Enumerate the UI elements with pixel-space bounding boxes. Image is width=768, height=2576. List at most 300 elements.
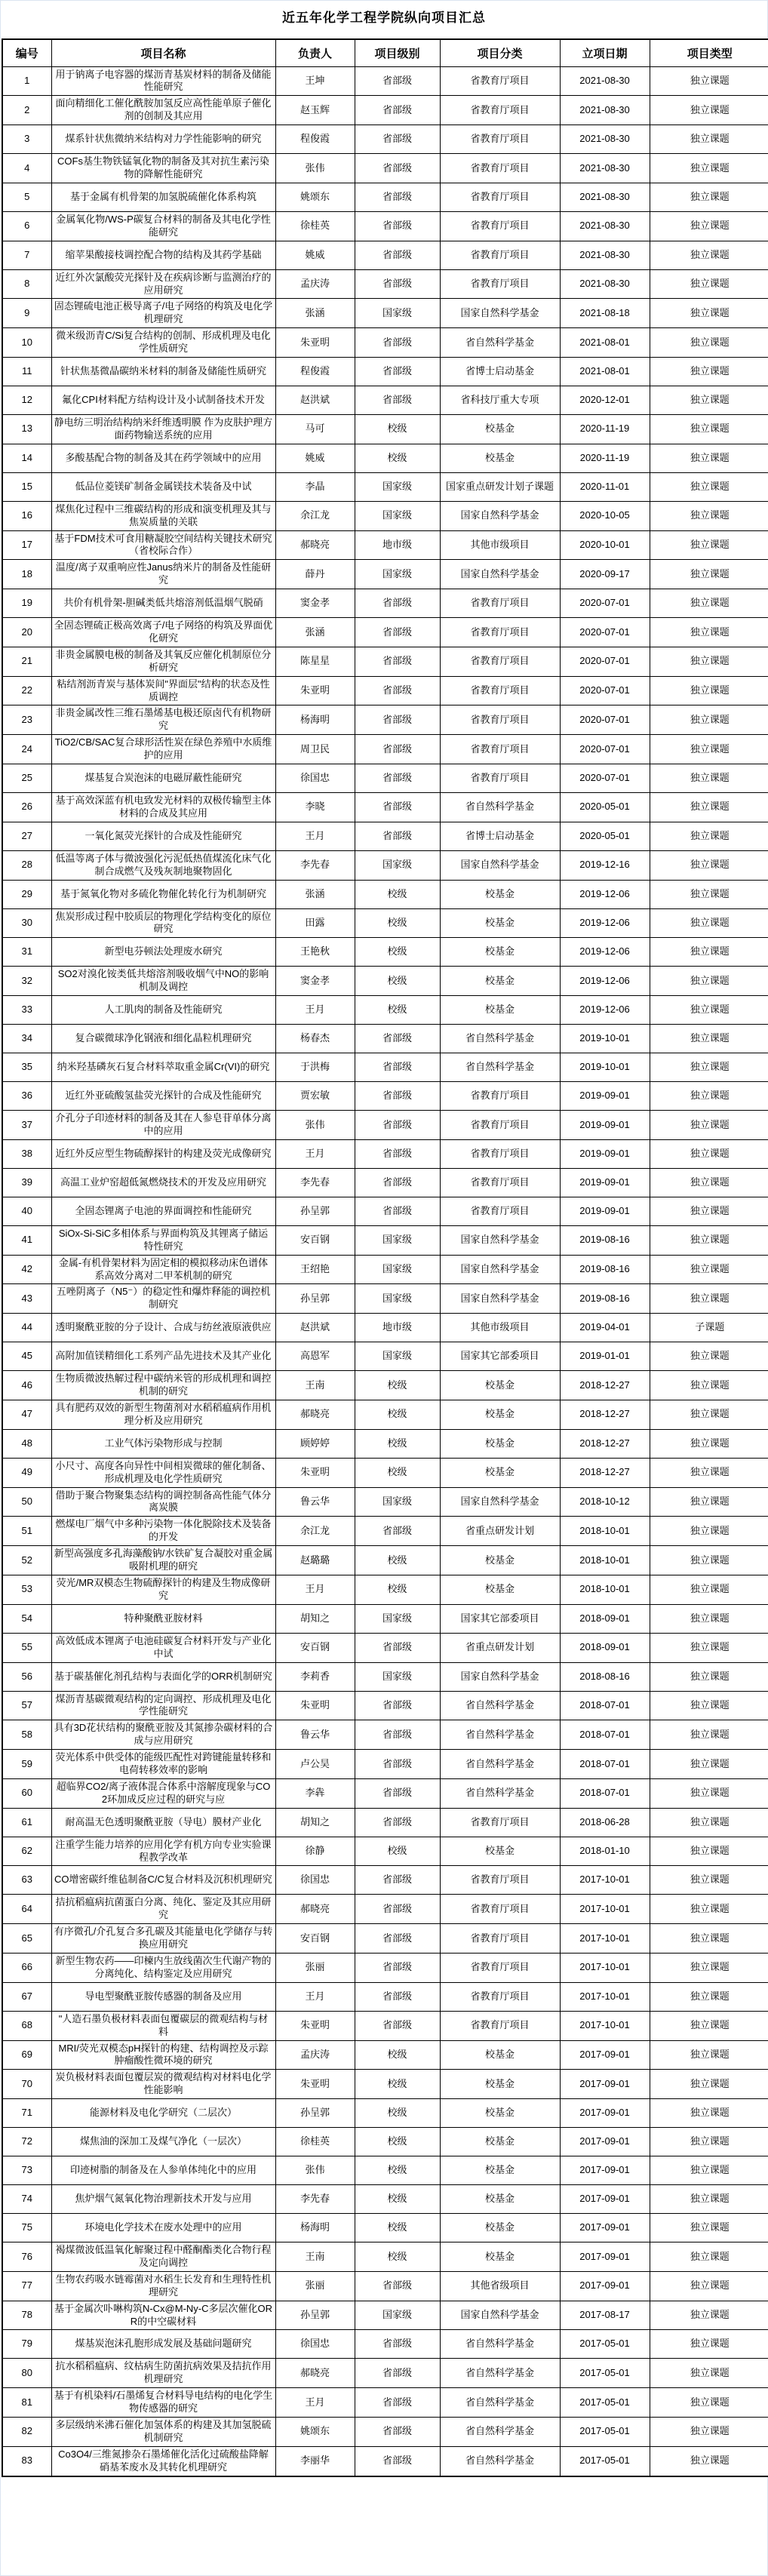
cell-project-name[interactable]: 高附加值镁精细化工系列产品先进技术及其产业化: [51, 1342, 275, 1371]
cell-category[interactable]: 国家自然科学基金: [440, 2301, 560, 2330]
cell-project-name[interactable]: 近红外亚硫酸氢盐荧光探针的合成及性能研究: [51, 1082, 275, 1111]
cell-project-name[interactable]: "人造石墨负极材料表面包覆碳层的微观结构与材料: [51, 2011, 275, 2040]
cell-category[interactable]: 国家其它部委项目: [440, 1604, 560, 1633]
cell-project-name[interactable]: 印迹树脂的制备及在人参单体纯化中的应用: [51, 2156, 275, 2185]
cell-project-name[interactable]: 工业气体污染物形成与控制: [51, 1429, 275, 1458]
cell-id[interactable]: 78: [2, 2301, 51, 2330]
cell-leader[interactable]: 顾婷婷: [275, 1429, 355, 1458]
cell-start-date[interactable]: 2018-07-01: [560, 1691, 650, 1720]
cell-level[interactable]: 省部级: [355, 589, 440, 618]
cell-id[interactable]: 12: [2, 386, 51, 414]
cell-start-date[interactable]: 2017-09-01: [560, 2214, 650, 2242]
cell-type[interactable]: 独立课题: [650, 1400, 768, 1430]
cell-id[interactable]: 67: [2, 1982, 51, 2011]
cell-id[interactable]: 63: [2, 1866, 51, 1895]
cell-category[interactable]: 省教育厅项目: [440, 1168, 560, 1197]
cell-category[interactable]: 省教育厅项目: [440, 618, 560, 647]
cell-project-name[interactable]: 多酸基配合物的制备及其在药学领域中的应用: [51, 444, 275, 472]
cell-category[interactable]: 其他市级项目: [440, 530, 560, 560]
cell-id[interactable]: 52: [2, 1546, 51, 1575]
cell-start-date[interactable]: 2019-12-16: [560, 850, 650, 880]
cell-start-date[interactable]: 2021-08-01: [560, 328, 650, 358]
cell-start-date[interactable]: 2018-07-01: [560, 1750, 650, 1779]
cell-category[interactable]: 省自然科学基金: [440, 2418, 560, 2447]
cell-level[interactable]: 国家级: [355, 501, 440, 530]
cell-type[interactable]: 独立课题: [650, 1371, 768, 1400]
cell-level[interactable]: 省部级: [355, 735, 440, 764]
cell-start-date[interactable]: 2021-08-30: [560, 66, 650, 96]
cell-project-name[interactable]: 共价有机骨架-胆碱类低共熔溶剂低温烟气脱硝: [51, 589, 275, 618]
cell-start-date[interactable]: 2018-07-01: [560, 1778, 650, 1808]
cell-project-name[interactable]: 缩苹果酸接枝调控配合物的结构及其药学基础: [51, 241, 275, 269]
cell-id[interactable]: 30: [2, 908, 51, 938]
cell-start-date[interactable]: 2017-09-01: [560, 2185, 650, 2214]
cell-type[interactable]: 独立课题: [650, 1953, 768, 1982]
col-header-category[interactable]: 项目分类: [440, 39, 560, 66]
cell-level[interactable]: 省部级: [355, 705, 440, 735]
cell-id[interactable]: 14: [2, 444, 51, 472]
cell-leader[interactable]: 张涵: [275, 618, 355, 647]
cell-category[interactable]: 省教育厅项目: [440, 66, 560, 96]
cell-level[interactable]: 省部级: [355, 1924, 440, 1954]
cell-level[interactable]: 校级: [355, 996, 440, 1025]
cell-id[interactable]: 29: [2, 880, 51, 908]
cell-start-date[interactable]: 2018-10-01: [560, 1517, 650, 1546]
col-header-start-date[interactable]: 立项日期: [560, 39, 650, 66]
cell-project-name[interactable]: 全固态锂硫正极高效离子/电子网络的构筑及界面优化研究: [51, 618, 275, 647]
cell-category[interactable]: 省教育厅项目: [440, 764, 560, 793]
cell-leader[interactable]: 徐桂英: [275, 2128, 355, 2156]
cell-category[interactable]: 校基金: [440, 2242, 560, 2272]
cell-start-date[interactable]: 2017-05-01: [560, 2446, 650, 2476]
cell-start-date[interactable]: 2018-08-16: [560, 1662, 650, 1691]
cell-level[interactable]: 省部级: [355, 66, 440, 96]
cell-level[interactable]: 校级: [355, 2070, 440, 2099]
cell-leader[interactable]: 孟庆涛: [275, 269, 355, 299]
cell-level[interactable]: 省部级: [355, 1778, 440, 1808]
cell-id[interactable]: 44: [2, 1314, 51, 1342]
cell-category[interactable]: 省博士启动基金: [440, 822, 560, 850]
col-header-id[interactable]: 编号: [2, 39, 51, 66]
cell-leader[interactable]: 李莉香: [275, 1662, 355, 1691]
cell-type[interactable]: 独立课题: [650, 822, 768, 850]
cell-start-date[interactable]: 2020-12-01: [560, 386, 650, 414]
cell-level[interactable]: 省部级: [355, 183, 440, 211]
cell-start-date[interactable]: 2019-12-06: [560, 908, 650, 938]
cell-project-name[interactable]: 用于钠离子电容器的煤沥青基炭材料的制备及储能性能研究: [51, 66, 275, 96]
cell-level[interactable]: 校级: [355, 2099, 440, 2128]
cell-type[interactable]: 独立课题: [650, 154, 768, 183]
cell-category[interactable]: 校基金: [440, 2040, 560, 2070]
cell-type[interactable]: 独立课题: [650, 1517, 768, 1546]
cell-start-date[interactable]: 2017-09-01: [560, 2040, 650, 2070]
cell-level[interactable]: 省部级: [355, 2418, 440, 2447]
cell-leader[interactable]: 余江龙: [275, 501, 355, 530]
cell-leader[interactable]: 孙呈郭: [275, 1197, 355, 1225]
cell-start-date[interactable]: 2018-10-12: [560, 1487, 650, 1517]
cell-type[interactable]: 独立课题: [650, 1458, 768, 1487]
cell-level[interactable]: 省部级: [355, 211, 440, 241]
cell-id[interactable]: 61: [2, 1808, 51, 1837]
cell-project-name[interactable]: SiOx-Si-SiC多相体系与界面构筑及其锂离子储运特性研究: [51, 1225, 275, 1255]
cell-level[interactable]: 省部级: [355, 2388, 440, 2418]
cell-level[interactable]: 校级: [355, 880, 440, 908]
cell-project-name[interactable]: 复合碳微球净化钢液和细化晶粒机理研究: [51, 1025, 275, 1053]
cell-type[interactable]: 独立课题: [650, 1837, 768, 1866]
cell-leader[interactable]: 郝晓亮: [275, 530, 355, 560]
cell-level[interactable]: 校级: [355, 2185, 440, 2214]
cell-type[interactable]: 独立课题: [650, 2418, 768, 2447]
cell-start-date[interactable]: 2020-07-01: [560, 705, 650, 735]
cell-id[interactable]: 17: [2, 530, 51, 560]
cell-category[interactable]: 省自然科学基金: [440, 1750, 560, 1779]
cell-start-date[interactable]: 2020-10-01: [560, 530, 650, 560]
cell-level[interactable]: 省部级: [355, 793, 440, 822]
cell-level[interactable]: 校级: [355, 1371, 440, 1400]
cell-project-name[interactable]: 一氧化氮荧光探针的合成及性能研究: [51, 822, 275, 850]
cell-start-date[interactable]: 2017-10-01: [560, 1895, 650, 1924]
cell-type[interactable]: 独立课题: [650, 1866, 768, 1895]
cell-type[interactable]: 独立课题: [650, 1808, 768, 1837]
cell-project-name[interactable]: 新型生物农药——印楝内生放线菌次生代谢产物的分离纯化、结构鉴定及应用研究: [51, 1953, 275, 1982]
cell-project-name[interactable]: 导电型聚酰亚胺传感器的制备及应用: [51, 1982, 275, 2011]
cell-leader[interactable]: 马可: [275, 414, 355, 444]
cell-category[interactable]: 校基金: [440, 2156, 560, 2185]
cell-project-name[interactable]: 燃煤电厂烟气中多种污染物一体化脱除技术及装备的开发: [51, 1517, 275, 1546]
cell-level[interactable]: 国家级: [355, 1284, 440, 1314]
cell-id[interactable]: 9: [2, 299, 51, 328]
cell-leader[interactable]: 于洪梅: [275, 1053, 355, 1082]
cell-category[interactable]: 校基金: [440, 1575, 560, 1604]
cell-level[interactable]: 省部级: [355, 2359, 440, 2388]
cell-id[interactable]: 80: [2, 2359, 51, 2388]
cell-start-date[interactable]: 2021-08-30: [560, 154, 650, 183]
cell-type[interactable]: 独立课题: [650, 1342, 768, 1371]
cell-category[interactable]: 国家自然科学基金: [440, 1255, 560, 1284]
cell-project-name[interactable]: 基于FDM技术可食用糖凝胶空间结构关键技术研究（省校际合作）: [51, 530, 275, 560]
cell-level[interactable]: 省部级: [355, 1750, 440, 1779]
cell-level[interactable]: 省部级: [355, 1139, 440, 1168]
cell-category[interactable]: 省自然科学基金: [440, 793, 560, 822]
cell-type[interactable]: 独立课题: [650, 1662, 768, 1691]
cell-level[interactable]: 省部级: [355, 1025, 440, 1053]
cell-project-name[interactable]: 针状焦基微晶碳纳米材料的制备及储能性质研究: [51, 357, 275, 386]
cell-type[interactable]: 独立课题: [650, 472, 768, 501]
cell-category[interactable]: 省教育厅项目: [440, 735, 560, 764]
cell-level[interactable]: 省部级: [355, 822, 440, 850]
cell-project-name[interactable]: 小尺寸、高度各向异性中间相炭微球的催化制备、形成机理及电化学性质研究: [51, 1458, 275, 1487]
cell-id[interactable]: 79: [2, 2330, 51, 2359]
cell-leader[interactable]: 胡知之: [275, 1808, 355, 1837]
cell-project-name[interactable]: 煤焦油的深加工及煤气净化（一层次）: [51, 2128, 275, 2156]
cell-leader[interactable]: 朱亚明: [275, 2011, 355, 2040]
cell-leader[interactable]: 张丽: [275, 1953, 355, 1982]
cell-category[interactable]: 国家自然科学基金: [440, 560, 560, 589]
cell-type[interactable]: 独立课题: [650, 1111, 768, 1140]
cell-start-date[interactable]: 2018-12-27: [560, 1371, 650, 1400]
cell-category[interactable]: 国家其它部委项目: [440, 1342, 560, 1371]
cell-id[interactable]: 74: [2, 2185, 51, 2214]
cell-id[interactable]: 71: [2, 2099, 51, 2128]
cell-project-name[interactable]: 非贵金属膜电极的制备及其氧反应催化机制原位分析研究: [51, 647, 275, 676]
cell-level[interactable]: 校级: [355, 1400, 440, 1430]
cell-id[interactable]: 77: [2, 2271, 51, 2301]
cell-category[interactable]: 校基金: [440, 967, 560, 996]
cell-leader[interactable]: 王月: [275, 822, 355, 850]
cell-project-name[interactable]: 基于金属有机骨架的加氢脱硫催化体系构筑: [51, 183, 275, 211]
cell-category[interactable]: 校基金: [440, 2099, 560, 2128]
cell-category[interactable]: 省自然科学基金: [440, 1720, 560, 1750]
cell-start-date[interactable]: 2021-08-18: [560, 299, 650, 328]
cell-type[interactable]: 独立课题: [650, 96, 768, 125]
cell-id[interactable]: 58: [2, 1720, 51, 1750]
cell-category[interactable]: 国家自然科学基金: [440, 299, 560, 328]
cell-category[interactable]: 省自然科学基金: [440, 1778, 560, 1808]
cell-type[interactable]: 独立课题: [650, 1255, 768, 1284]
cell-category[interactable]: 校基金: [440, 1546, 560, 1575]
cell-id[interactable]: 46: [2, 1371, 51, 1400]
cell-id[interactable]: 53: [2, 1575, 51, 1604]
cell-start-date[interactable]: 2018-09-01: [560, 1633, 650, 1662]
cell-start-date[interactable]: 2021-08-30: [560, 96, 650, 125]
cell-category[interactable]: 校基金: [440, 1400, 560, 1430]
cell-id[interactable]: 66: [2, 1953, 51, 1982]
cell-id[interactable]: 36: [2, 1082, 51, 1111]
cell-leader[interactable]: 朱亚明: [275, 676, 355, 705]
cell-level[interactable]: 省部级: [355, 357, 440, 386]
cell-level[interactable]: 省部级: [355, 1633, 440, 1662]
cell-leader[interactable]: 贾宏敏: [275, 1082, 355, 1111]
cell-start-date[interactable]: 2017-09-01: [560, 2271, 650, 2301]
cell-category[interactable]: 省教育厅项目: [440, 1866, 560, 1895]
cell-start-date[interactable]: 2018-12-27: [560, 1400, 650, 1430]
cell-category[interactable]: 省自然科学基金: [440, 2446, 560, 2476]
cell-type[interactable]: 独立课题: [650, 183, 768, 211]
cell-start-date[interactable]: 2020-11-19: [560, 414, 650, 444]
cell-leader[interactable]: 李犇: [275, 1778, 355, 1808]
cell-level[interactable]: 省部级: [355, 1808, 440, 1837]
cell-start-date[interactable]: 2017-09-01: [560, 2156, 650, 2185]
cell-level[interactable]: 校级: [355, 908, 440, 938]
cell-start-date[interactable]: 2020-11-01: [560, 472, 650, 501]
cell-level[interactable]: 省部级: [355, 647, 440, 676]
cell-id[interactable]: 43: [2, 1284, 51, 1314]
cell-leader[interactable]: 姚威: [275, 241, 355, 269]
cell-leader[interactable]: 张伟: [275, 1111, 355, 1140]
cell-id[interactable]: 57: [2, 1691, 51, 1720]
cell-level[interactable]: 省部级: [355, 125, 440, 154]
cell-leader[interactable]: 胡知之: [275, 1604, 355, 1633]
cell-type[interactable]: 独立课题: [650, 1982, 768, 2011]
cell-category[interactable]: 省教育厅项目: [440, 1982, 560, 2011]
cell-type[interactable]: 独立课题: [650, 676, 768, 705]
cell-type[interactable]: 独立课题: [650, 618, 768, 647]
cell-start-date[interactable]: 2017-05-01: [560, 2359, 650, 2388]
cell-type[interactable]: 独立课题: [650, 793, 768, 822]
cell-level[interactable]: 校级: [355, 1429, 440, 1458]
cell-level[interactable]: 校级: [355, 938, 440, 967]
cell-project-name[interactable]: 高效低成本锂离子电池硅碳复合材料开发与产业化中试: [51, 1633, 275, 1662]
cell-leader[interactable]: 李先春: [275, 2185, 355, 2214]
cell-level[interactable]: 省部级: [355, 1082, 440, 1111]
cell-id[interactable]: 49: [2, 1458, 51, 1487]
cell-level[interactable]: 校级: [355, 2040, 440, 2070]
cell-category[interactable]: 省博士启动基金: [440, 357, 560, 386]
cell-start-date[interactable]: 2021-08-30: [560, 269, 650, 299]
cell-leader[interactable]: 徐国忠: [275, 764, 355, 793]
cell-project-name[interactable]: 抗水稻稻瘟病、纹枯病生防菌抗病效果及拮抗作用机理研究: [51, 2359, 275, 2388]
cell-project-name[interactable]: 褐煤微波低温氧化解聚过程中醛酮酯类化合物行程及定向调控: [51, 2242, 275, 2272]
cell-project-name[interactable]: 煤系针状焦微纳米结构对力学性能影响的研究: [51, 125, 275, 154]
cell-start-date[interactable]: 2017-10-01: [560, 1924, 650, 1954]
cell-level[interactable]: 国家级: [355, 472, 440, 501]
cell-category[interactable]: 其他市级项目: [440, 1314, 560, 1342]
cell-project-name[interactable]: 有序微孔/介孔复合多孔碳及其能量电化学储存与转换应用研究: [51, 1924, 275, 1954]
cell-type[interactable]: 独立课题: [650, 1575, 768, 1604]
cell-project-name[interactable]: 环境电化学技术在废水处理中的应用: [51, 2214, 275, 2242]
cell-id[interactable]: 47: [2, 1400, 51, 1430]
cell-level[interactable]: 省部级: [355, 2330, 440, 2359]
cell-leader[interactable]: 徐桂英: [275, 211, 355, 241]
cell-project-name[interactable]: 耐高温无色透明聚酰亚胺（导电）膜材产业化: [51, 1808, 275, 1837]
cell-start-date[interactable]: 2020-07-01: [560, 764, 650, 793]
cell-category[interactable]: 省教育厅项目: [440, 589, 560, 618]
cell-leader[interactable]: 陈星星: [275, 647, 355, 676]
cell-type[interactable]: 独立课题: [650, 1197, 768, 1225]
cell-project-name[interactable]: 温度/离子双重响应性Janus纳米片的制备及性能研究: [51, 560, 275, 589]
cell-category[interactable]: 省教育厅项目: [440, 269, 560, 299]
cell-id[interactable]: 54: [2, 1604, 51, 1633]
cell-category[interactable]: 校基金: [440, 444, 560, 472]
cell-start-date[interactable]: 2019-08-16: [560, 1284, 650, 1314]
cell-level[interactable]: 校级: [355, 414, 440, 444]
cell-category[interactable]: 省教育厅项目: [440, 154, 560, 183]
cell-start-date[interactable]: 2019-09-01: [560, 1168, 650, 1197]
cell-category[interactable]: 省教育厅项目: [440, 1924, 560, 1954]
cell-project-name[interactable]: 能源材料及电化学研究（二层次）: [51, 2099, 275, 2128]
cell-leader[interactable]: 姚威: [275, 444, 355, 472]
cell-leader[interactable]: 朱亚明: [275, 2070, 355, 2099]
cell-type[interactable]: 独立课题: [650, 2011, 768, 2040]
cell-leader[interactable]: 李晓: [275, 793, 355, 822]
cell-id[interactable]: 68: [2, 2011, 51, 2040]
cell-id[interactable]: 26: [2, 793, 51, 822]
cell-project-name[interactable]: 具有肥药双效的新型生物菌剂对水稻稻瘟病作用机理分析及应用研究: [51, 1400, 275, 1430]
cell-type[interactable]: 独立课题: [650, 1924, 768, 1954]
cell-level[interactable]: 地市级: [355, 530, 440, 560]
cell-id[interactable]: 34: [2, 1025, 51, 1053]
cell-id[interactable]: 4: [2, 154, 51, 183]
cell-type[interactable]: 独立课题: [650, 2070, 768, 2099]
cell-category[interactable]: 国家重点研发计划子课题: [440, 472, 560, 501]
cell-start-date[interactable]: 2020-10-05: [560, 501, 650, 530]
cell-type[interactable]: 独立课题: [650, 1633, 768, 1662]
cell-leader[interactable]: 张丽: [275, 2271, 355, 2301]
cell-level[interactable]: 校级: [355, 2214, 440, 2242]
cell-leader[interactable]: 姚颂东: [275, 2418, 355, 2447]
cell-start-date[interactable]: 2018-12-27: [560, 1429, 650, 1458]
cell-level[interactable]: 校级: [355, 444, 440, 472]
cell-type[interactable]: 独立课题: [650, 501, 768, 530]
cell-leader[interactable]: 徐国忠: [275, 2330, 355, 2359]
cell-leader[interactable]: 安百钢: [275, 1924, 355, 1954]
cell-start-date[interactable]: 2020-05-01: [560, 822, 650, 850]
cell-project-name[interactable]: COFs基生物铁锰氧化物的制备及其对抗生素污染物的降解性能研究: [51, 154, 275, 183]
cell-category[interactable]: 省自然科学基金: [440, 328, 560, 358]
cell-leader[interactable]: 王月: [275, 996, 355, 1025]
cell-leader[interactable]: 李丽华: [275, 2446, 355, 2476]
cell-level[interactable]: 省部级: [355, 1720, 440, 1750]
cell-category[interactable]: 省自然科学基金: [440, 2359, 560, 2388]
cell-leader[interactable]: 周卫民: [275, 735, 355, 764]
cell-project-name[interactable]: 生物质微波热解过程中碳纳米管的形成机理和调控机制的研究: [51, 1371, 275, 1400]
cell-id[interactable]: 16: [2, 501, 51, 530]
cell-level[interactable]: 省部级: [355, 1168, 440, 1197]
cell-id[interactable]: 33: [2, 996, 51, 1025]
cell-project-name[interactable]: 新型电芬顿法处理废水研究: [51, 938, 275, 967]
cell-level[interactable]: 省部级: [355, 1691, 440, 1720]
cell-project-name[interactable]: 煤基炭泡沫孔胞形成发展及基础问题研究: [51, 2330, 275, 2359]
cell-level[interactable]: 校级: [355, 1458, 440, 1487]
cell-type[interactable]: 独立课题: [650, 938, 768, 967]
cell-type[interactable]: 独立课题: [650, 328, 768, 358]
cell-type[interactable]: 独立课题: [650, 2301, 768, 2330]
cell-leader[interactable]: 王南: [275, 2242, 355, 2272]
cell-leader[interactable]: 田露: [275, 908, 355, 938]
cell-level[interactable]: 省部级: [355, 241, 440, 269]
cell-level[interactable]: 省部级: [355, 676, 440, 705]
cell-project-name[interactable]: 拮抗稻瘟病抗菌蛋白分离、纯化、鉴定及其应用研究: [51, 1895, 275, 1924]
cell-category[interactable]: 省教育厅项目: [440, 705, 560, 735]
cell-level[interactable]: 省部级: [355, 1982, 440, 2011]
cell-category[interactable]: 省教育厅项目: [440, 1111, 560, 1140]
cell-project-name[interactable]: 多层级纳米沸石催化加氢体系的构建及其加氢脱硫机制研究: [51, 2418, 275, 2447]
cell-type[interactable]: 独立课题: [650, 764, 768, 793]
cell-type[interactable]: 独立课题: [650, 1168, 768, 1197]
cell-id[interactable]: 18: [2, 560, 51, 589]
cell-project-name[interactable]: 荧光体系中供受体的能级匹配性对跨键能量转移和电荷转移效率的影响: [51, 1750, 275, 1779]
cell-id[interactable]: 76: [2, 2242, 51, 2272]
cell-leader[interactable]: 鲁云华: [275, 1720, 355, 1750]
cell-id[interactable]: 38: [2, 1139, 51, 1168]
cell-type[interactable]: 独立课题: [650, 908, 768, 938]
cell-level[interactable]: 校级: [355, 1546, 440, 1575]
cell-leader[interactable]: 卢公昊: [275, 1750, 355, 1779]
cell-leader[interactable]: 薛丹: [275, 560, 355, 589]
cell-level[interactable]: 校级: [355, 2242, 440, 2272]
col-header-level[interactable]: 项目级别: [355, 39, 440, 66]
cell-id[interactable]: 41: [2, 1225, 51, 1255]
cell-type[interactable]: 独立课题: [650, 1139, 768, 1168]
cell-start-date[interactable]: 2018-12-27: [560, 1458, 650, 1487]
cell-id[interactable]: 20: [2, 618, 51, 647]
cell-project-name[interactable]: 基于氮氧化物对多硫化物催化转化行为机制研究: [51, 880, 275, 908]
cell-type[interactable]: 独立课题: [650, 2242, 768, 2272]
cell-type[interactable]: 独立课题: [650, 2271, 768, 2301]
cell-category[interactable]: 校基金: [440, 2214, 560, 2242]
cell-id[interactable]: 81: [2, 2388, 51, 2418]
cell-id[interactable]: 23: [2, 705, 51, 735]
cell-category[interactable]: 省科技厅重大专项: [440, 386, 560, 414]
cell-leader[interactable]: 杨海明: [275, 2214, 355, 2242]
cell-project-name[interactable]: 固态锂硫电池正极导离子/电子网络的构筑及电化学机理研究: [51, 299, 275, 328]
cell-project-name[interactable]: 微米级沥青C/Si复合结构的创制、形成机理及电化学性质研究: [51, 328, 275, 358]
cell-start-date[interactable]: 2020-07-01: [560, 735, 650, 764]
cell-id[interactable]: 65: [2, 1924, 51, 1954]
cell-project-name[interactable]: 氟化CPI材料配方结构设计及小试制备技术开发: [51, 386, 275, 414]
cell-level[interactable]: 省部级: [355, 2011, 440, 2040]
cell-id[interactable]: 72: [2, 2128, 51, 2156]
